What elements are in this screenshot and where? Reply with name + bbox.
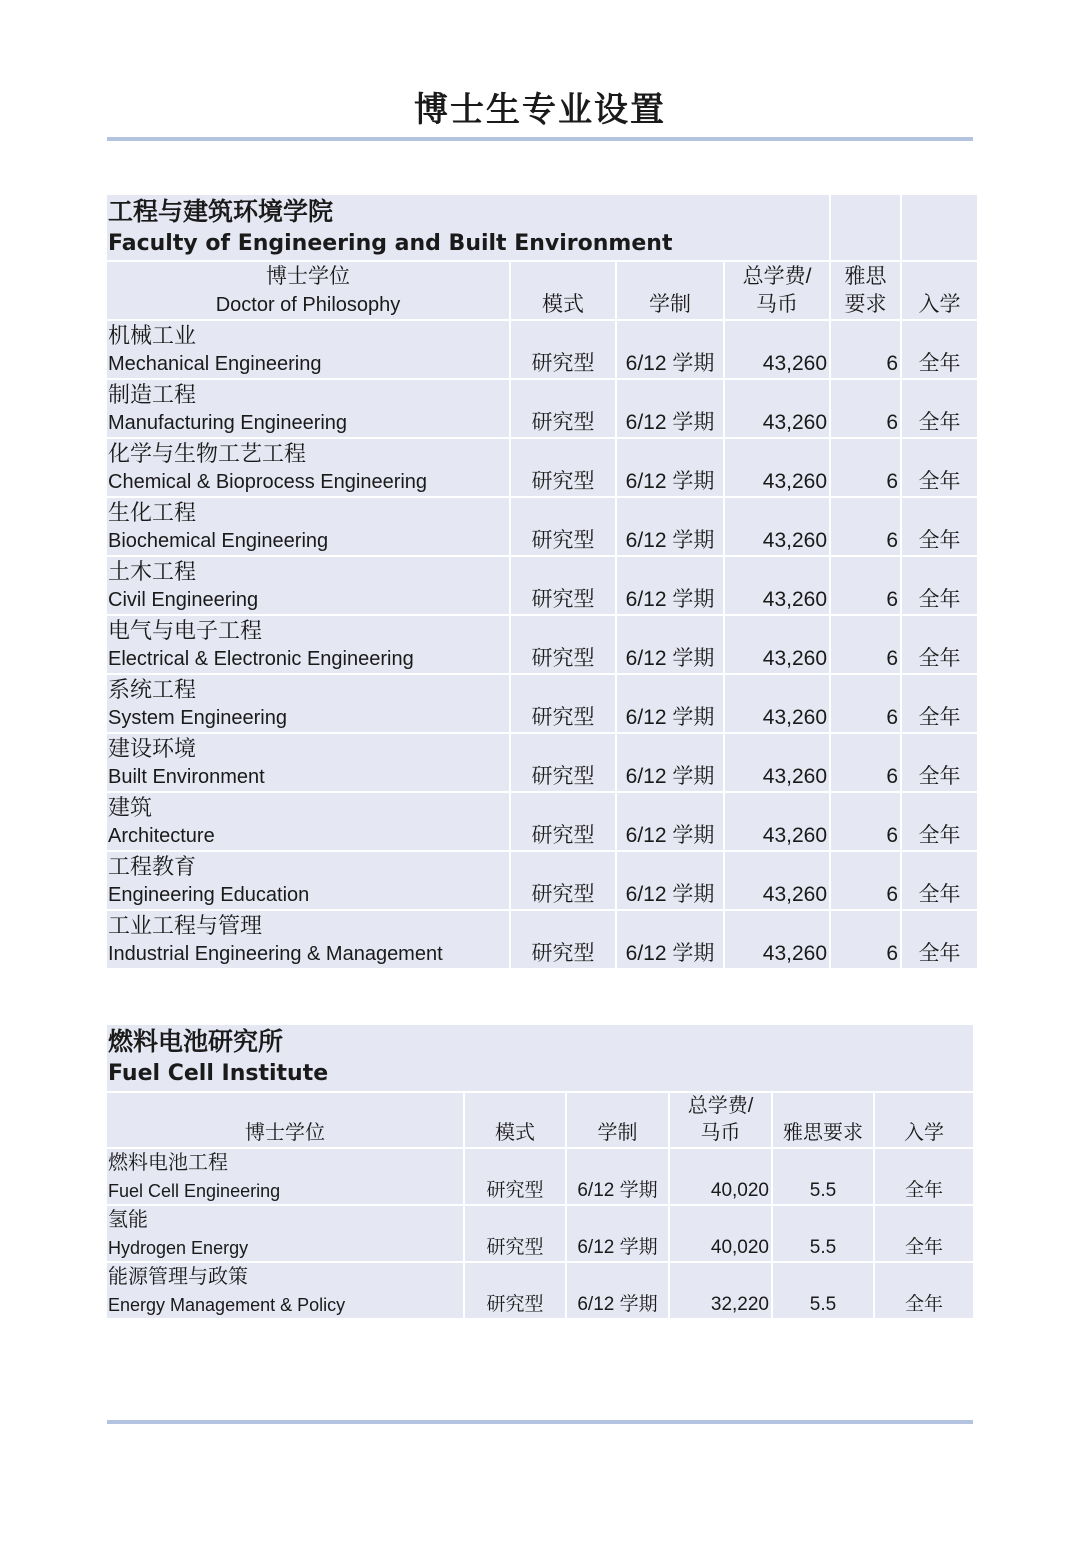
institute-column-header	[107, 1093, 973, 1147]
program-duration: 6/12 学期	[567, 1149, 668, 1204]
program-name-cell	[107, 793, 509, 850]
program-intake: 全年	[902, 675, 977, 732]
program-name-cn: 氢能	[108, 1209, 148, 1231]
program-mode: 研究型	[465, 1206, 565, 1261]
program-name-en: System Engineering	[108, 707, 287, 729]
program-duration: 6/12 学期	[617, 498, 723, 555]
program-intake: 全年	[902, 793, 977, 850]
program-name-cn: 工程教育	[108, 854, 197, 879]
program-name-cell	[107, 1206, 463, 1261]
header-fee-line1: 总学费/	[742, 265, 812, 288]
program-intake: 全年	[902, 557, 977, 614]
header-fee-line2: 马币	[700, 1122, 741, 1144]
program-name-cn: 燃料电池工程	[108, 1152, 228, 1174]
header-fee-line2: 马币	[756, 293, 799, 316]
program-mode: 研究型	[511, 380, 615, 437]
program-intake: 全年	[902, 498, 977, 555]
program-fee: 43,260	[725, 852, 829, 909]
program-fee: 40,020	[670, 1206, 771, 1261]
program-ielts: 5.5	[773, 1206, 873, 1261]
program-row	[107, 557, 977, 614]
program-intake: 全年	[902, 734, 977, 791]
program-row	[107, 439, 977, 496]
program-row	[107, 852, 977, 909]
program-name-en: Manufacturing Engineering	[108, 412, 348, 434]
program-name-cn: 化学与生物工艺工程	[108, 441, 307, 466]
header-ielts: 雅思要求	[773, 1093, 873, 1147]
header-duration: 学制	[567, 1093, 668, 1147]
program-ielts: 6	[831, 498, 900, 555]
program-mode: 研究型	[511, 734, 615, 791]
program-name-cn: 制造工程	[108, 382, 197, 407]
bottom-divider	[107, 1420, 973, 1424]
faculty-title-cell	[107, 195, 829, 260]
program-name-cn: 机械工业	[108, 323, 197, 348]
program-duration: 6/12 学期	[617, 321, 723, 378]
program-fee: 43,260	[725, 439, 829, 496]
program-name-cn: 系统工程	[108, 677, 197, 702]
program-name-en: Architecture	[108, 825, 215, 847]
program-mode: 研究型	[511, 321, 615, 378]
program-name-en: Engineering Education	[108, 884, 310, 906]
program-fee: 43,260	[725, 321, 829, 378]
program-name-cell	[107, 557, 509, 614]
faculty-name-en: Faculty of Engineering and Built Environment	[108, 231, 673, 256]
program-ielts: 6	[831, 734, 900, 791]
blank-cell	[831, 195, 900, 260]
header-degree	[107, 262, 509, 319]
program-duration: 6/12 学期	[617, 557, 723, 614]
program-name-en: Chemical & Bioprocess Engineering	[108, 471, 428, 493]
header-duration: 学制	[617, 262, 723, 319]
program-name-en: Biochemical Engineering	[108, 530, 329, 552]
program-ielts: 6	[831, 675, 900, 732]
program-intake: 全年	[875, 1206, 973, 1261]
program-duration: 6/12 学期	[617, 439, 723, 496]
faculty-section-header	[107, 195, 977, 260]
program-name-en: Civil Engineering	[108, 589, 259, 611]
header-fee	[725, 262, 829, 319]
program-fee: 43,260	[725, 380, 829, 437]
program-name-cell	[107, 852, 509, 909]
program-name-en: Energy Management & Policy	[108, 1295, 346, 1315]
faculty-column-header	[107, 262, 977, 319]
header-degree: 博士学位	[107, 1093, 463, 1147]
header-mode: 模式	[465, 1093, 565, 1147]
institute-title-cell	[107, 1025, 973, 1091]
program-mode: 研究型	[511, 911, 615, 968]
program-name-cell	[107, 616, 509, 673]
program-intake: 全年	[875, 1263, 973, 1318]
program-name-en: Fuel Cell Engineering	[108, 1181, 281, 1201]
program-name-cell	[107, 734, 509, 791]
program-row	[107, 793, 977, 850]
header-ielts	[831, 262, 900, 319]
institute-name-en: Fuel Cell Institute	[108, 1061, 329, 1086]
program-row	[107, 675, 977, 732]
program-row	[107, 1149, 973, 1204]
header-fee-line1: 总学费/	[687, 1095, 754, 1117]
program-ielts: 6	[831, 321, 900, 378]
program-name-en: Hydrogen Energy	[108, 1238, 249, 1258]
header-ielts-line1: 雅思	[844, 265, 887, 288]
header-ielts-line2: 要求	[844, 293, 887, 316]
program-duration: 6/12 学期	[617, 380, 723, 437]
program-name-en: Industrial Engineering & Management	[108, 943, 443, 965]
program-row	[107, 380, 977, 437]
program-name-cn: 电气与电子工程	[108, 618, 263, 643]
top-divider	[107, 137, 973, 141]
program-ielts: 6	[831, 380, 900, 437]
program-duration: 6/12 学期	[617, 911, 723, 968]
program-ielts: 6	[831, 793, 900, 850]
program-name-cell	[107, 498, 509, 555]
program-mode: 研究型	[511, 793, 615, 850]
program-mode: 研究型	[465, 1149, 565, 1204]
program-mode: 研究型	[511, 439, 615, 496]
program-mode: 研究型	[511, 616, 615, 673]
program-intake: 全年	[902, 911, 977, 968]
blank-cell	[902, 195, 977, 260]
program-row	[107, 498, 977, 555]
program-duration: 6/12 学期	[567, 1263, 668, 1318]
faculty-name-cn: 工程与建筑环境学院	[108, 197, 334, 226]
program-duration: 6/12 学期	[617, 852, 723, 909]
program-duration: 6/12 学期	[617, 616, 723, 673]
program-mode: 研究型	[511, 852, 615, 909]
program-name-cell	[107, 1149, 463, 1204]
program-fee: 43,260	[725, 616, 829, 673]
program-name-en: Mechanical Engineering	[108, 353, 322, 375]
program-mode: 研究型	[465, 1263, 565, 1318]
program-duration: 6/12 学期	[617, 734, 723, 791]
faculty-table	[105, 193, 979, 970]
program-row	[107, 734, 977, 791]
institute-section-header	[107, 1025, 973, 1091]
program-intake: 全年	[902, 321, 977, 378]
program-mode: 研究型	[511, 675, 615, 732]
program-fee: 43,260	[725, 793, 829, 850]
program-ielts: 6	[831, 852, 900, 909]
program-row	[107, 321, 977, 378]
institute-table	[105, 1023, 975, 1320]
program-name-cn: 生化工程	[108, 500, 197, 525]
program-mode: 研究型	[511, 557, 615, 614]
program-ielts: 5.5	[773, 1263, 873, 1318]
program-row	[107, 1263, 973, 1318]
program-duration: 6/12 学期	[567, 1206, 668, 1261]
header-intake: 入学	[902, 262, 977, 319]
program-name-cn: 土木工程	[108, 559, 197, 584]
program-name-cn: 建筑	[108, 795, 153, 820]
program-name-en: Electrical & Electronic Engineering	[108, 648, 414, 670]
program-fee: 43,260	[725, 911, 829, 968]
program-mode: 研究型	[511, 498, 615, 555]
program-duration: 6/12 学期	[617, 793, 723, 850]
program-intake: 全年	[902, 380, 977, 437]
program-ielts: 6	[831, 616, 900, 673]
program-intake: 全年	[902, 616, 977, 673]
program-name-cell	[107, 1263, 463, 1318]
program-fee: 32,220	[670, 1263, 771, 1318]
program-ielts: 6	[831, 911, 900, 968]
program-name-cn: 建设环境	[108, 736, 197, 761]
header-degree-en: Doctor of Philosophy	[215, 294, 401, 316]
program-name-cell	[107, 439, 509, 496]
institute-name-cn: 燃料电池研究所	[108, 1027, 284, 1056]
program-fee: 40,020	[670, 1149, 771, 1204]
program-fee: 43,260	[725, 734, 829, 791]
program-name-cell	[107, 911, 509, 968]
program-row	[107, 911, 977, 968]
program-intake: 全年	[875, 1149, 973, 1204]
program-duration: 6/12 学期	[617, 675, 723, 732]
program-row	[107, 1206, 973, 1261]
program-name-cell	[107, 380, 509, 437]
program-ielts: 6	[831, 557, 900, 614]
program-fee: 43,260	[725, 675, 829, 732]
program-intake: 全年	[902, 852, 977, 909]
page-title: 博士生专业设置	[414, 90, 666, 130]
header-intake: 入学	[875, 1093, 973, 1147]
program-ielts: 5.5	[773, 1149, 873, 1204]
program-fee: 43,260	[725, 557, 829, 614]
program-row	[107, 616, 977, 673]
header-mode: 模式	[511, 262, 615, 319]
program-name-cell	[107, 321, 509, 378]
header-fee	[670, 1093, 771, 1147]
program-name-cn: 能源管理与政策	[108, 1266, 248, 1288]
program-name-cell	[107, 675, 509, 732]
program-ielts: 6	[831, 439, 900, 496]
program-name-cn: 工业工程与管理	[108, 913, 263, 938]
header-degree-cn: 博士学位	[266, 265, 350, 288]
program-fee: 43,260	[725, 498, 829, 555]
program-name-en: Built Environment	[108, 766, 265, 788]
program-intake: 全年	[902, 439, 977, 496]
